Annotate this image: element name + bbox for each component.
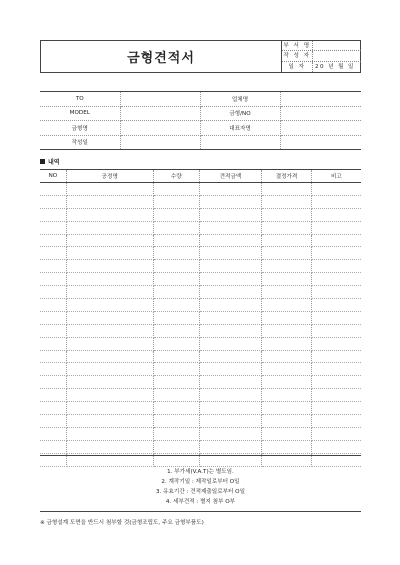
table-cell[interactable] <box>40 234 66 247</box>
table-cell[interactable] <box>40 208 66 221</box>
table-cell[interactable] <box>262 376 312 389</box>
table-cell[interactable] <box>40 221 66 234</box>
table-cell[interactable] <box>153 415 199 428</box>
table-row <box>40 337 361 350</box>
footer-note: ※ 금형설계 도면을 반드시 첨부할 것(금형조립도, 주요 금형부품도) <box>40 520 204 526</box>
note-item: 4. 세부견적 : 별지 첨부 O부 <box>165 499 236 505</box>
table-cell[interactable] <box>311 195 361 208</box>
table-cell[interactable] <box>153 324 199 337</box>
notes-box <box>40 455 361 512</box>
table-cell[interactable] <box>153 440 199 453</box>
info-empty-cell <box>280 135 361 150</box>
table-cell[interactable] <box>199 415 261 428</box>
table-cell[interactable] <box>199 324 261 337</box>
info-row <box>40 121 361 136</box>
mold-no-label: 금형/NO <box>200 106 280 121</box>
table-cell[interactable] <box>199 389 261 402</box>
table-cell[interactable] <box>199 183 261 196</box>
table-row <box>40 286 361 299</box>
table-cell[interactable] <box>66 350 153 363</box>
company-label: 업체명 <box>200 92 280 107</box>
square-bullet-icon <box>40 159 45 164</box>
document-title: 금형견적서 <box>127 51 195 66</box>
table-cell[interactable] <box>311 402 361 415</box>
table-cell[interactable] <box>66 427 153 440</box>
table-cell[interactable] <box>66 415 153 428</box>
table-cell[interactable] <box>262 299 312 312</box>
table-cell[interactable] <box>199 427 261 440</box>
table-cell[interactable] <box>66 286 153 299</box>
table-cell[interactable] <box>199 234 261 247</box>
approval-row-author <box>282 51 361 61</box>
table-cell[interactable] <box>66 247 153 260</box>
table-cell[interactable] <box>40 299 66 312</box>
info-table <box>40 91 361 150</box>
table-cell[interactable] <box>311 415 361 428</box>
table-cell[interactable] <box>153 337 199 350</box>
representative-label: 대표자명 <box>200 121 280 136</box>
table-row <box>40 324 361 337</box>
table-cell[interactable] <box>153 363 199 376</box>
info-row <box>40 106 361 121</box>
section-heading <box>40 157 60 166</box>
mold-no-field[interactable] <box>280 106 361 121</box>
table-cell[interactable] <box>40 324 66 337</box>
table-cell[interactable] <box>66 208 153 221</box>
column-header-final-price: 결정가격 <box>262 170 312 183</box>
table-cell[interactable] <box>40 273 66 286</box>
table-cell[interactable] <box>262 337 312 350</box>
table-cell[interactable] <box>66 337 153 350</box>
table-cell[interactable] <box>311 260 361 273</box>
table-cell[interactable] <box>199 337 261 350</box>
table-row <box>40 427 361 440</box>
approval-box <box>281 41 361 72</box>
table-cell[interactable] <box>262 286 312 299</box>
department-label: 부 서 명 <box>282 41 313 50</box>
table-cell[interactable] <box>199 260 261 273</box>
table-cell[interactable] <box>153 221 199 234</box>
column-header-estimate: 견적금액 <box>199 170 261 183</box>
mold-name-label: 금형명 <box>40 121 120 136</box>
table-cell[interactable] <box>311 247 361 260</box>
table-cell[interactable] <box>40 195 66 208</box>
mold-name-field[interactable] <box>120 121 200 136</box>
date-field[interactable]: 20 년 월 일 <box>315 63 355 70</box>
table-cell[interactable] <box>311 350 361 363</box>
table-cell[interactable] <box>262 440 312 453</box>
table-row <box>40 299 361 312</box>
items-header-row <box>40 170 361 183</box>
table-cell[interactable] <box>66 402 153 415</box>
info-empty-cell <box>200 135 280 150</box>
table-cell[interactable] <box>262 389 312 402</box>
table-cell[interactable] <box>311 273 361 286</box>
date-label: 일 자 <box>282 62 313 72</box>
table-cell[interactable] <box>262 311 312 324</box>
table-cell[interactable] <box>199 247 261 260</box>
author-field[interactable] <box>313 51 361 60</box>
table-row <box>40 376 361 389</box>
table-row <box>40 440 361 453</box>
to-field[interactable] <box>120 92 200 107</box>
table-cell[interactable] <box>311 286 361 299</box>
table-cell[interactable] <box>40 415 66 428</box>
section-label: 내역 <box>48 159 60 166</box>
table-row <box>40 363 361 376</box>
table-cell[interactable] <box>311 234 361 247</box>
table-row <box>40 221 361 234</box>
table-cell[interactable] <box>311 363 361 376</box>
table-cell[interactable] <box>262 402 312 415</box>
to-label: TO <box>40 92 120 107</box>
note-item: 1. 부가세(V.A.T)는 별도임. <box>167 469 234 475</box>
notes-list <box>40 467 361 507</box>
table-row <box>40 208 361 221</box>
table-cell[interactable] <box>262 363 312 376</box>
table-cell[interactable] <box>262 350 312 363</box>
table-row <box>40 195 361 208</box>
table-cell[interactable] <box>153 247 199 260</box>
table-cell[interactable] <box>262 273 312 286</box>
table-cell[interactable] <box>262 427 312 440</box>
column-header-no: NO <box>40 170 66 183</box>
note-item: 3. 유효기간 : 견적제출일로부터 O일 <box>156 489 245 495</box>
table-cell[interactable] <box>311 311 361 324</box>
table-cell[interactable] <box>40 247 66 260</box>
table-cell[interactable] <box>66 260 153 273</box>
table-cell[interactable] <box>153 273 199 286</box>
table-cell[interactable] <box>40 440 66 453</box>
table-cell[interactable] <box>153 402 199 415</box>
table-cell[interactable] <box>66 311 153 324</box>
table-cell[interactable] <box>262 247 312 260</box>
table-cell[interactable] <box>66 299 153 312</box>
table-cell[interactable] <box>66 389 153 402</box>
company-field[interactable] <box>280 92 361 107</box>
table-row <box>40 311 361 324</box>
table-row <box>40 402 361 415</box>
table-cell[interactable] <box>153 234 199 247</box>
table-cell[interactable] <box>199 221 261 234</box>
table-cell[interactable] <box>199 376 261 389</box>
table-cell[interactable] <box>199 311 261 324</box>
column-header-process: 공정명 <box>66 170 153 183</box>
table-cell[interactable] <box>40 337 66 350</box>
table-cell[interactable] <box>153 299 199 312</box>
approval-row-department <box>282 41 361 51</box>
table-cell[interactable] <box>153 260 199 273</box>
table-cell[interactable] <box>199 363 261 376</box>
table-cell[interactable] <box>66 183 153 196</box>
created-date-label: 작성일 <box>40 135 120 150</box>
table-cell[interactable] <box>311 337 361 350</box>
table-cell[interactable] <box>262 183 312 196</box>
table-cell[interactable] <box>311 183 361 196</box>
table-cell[interactable] <box>66 221 153 234</box>
table-cell[interactable] <box>153 208 199 221</box>
table-cell[interactable] <box>40 363 66 376</box>
table-row <box>40 183 361 196</box>
table-cell[interactable] <box>153 183 199 196</box>
table-cell[interactable] <box>40 350 66 363</box>
table-cell[interactable] <box>66 195 153 208</box>
table-cell[interactable] <box>66 376 153 389</box>
table-cell[interactable] <box>311 299 361 312</box>
table-row <box>40 247 361 260</box>
representative-field[interactable] <box>280 121 361 136</box>
table-cell[interactable] <box>66 363 153 376</box>
table-cell[interactable] <box>199 350 261 363</box>
table-cell[interactable] <box>262 415 312 428</box>
model-label: MODEL <box>40 106 120 121</box>
table-row <box>40 273 361 286</box>
created-date-field[interactable] <box>120 135 200 150</box>
table-cell[interactable] <box>153 389 199 402</box>
table-cell[interactable] <box>153 286 199 299</box>
table-cell[interactable] <box>199 208 261 221</box>
table-row <box>40 350 361 363</box>
table-cell[interactable] <box>311 440 361 453</box>
table-cell[interactable] <box>262 195 312 208</box>
document-header <box>40 40 361 73</box>
table-row <box>40 415 361 428</box>
table-cell[interactable] <box>153 311 199 324</box>
table-cell[interactable] <box>40 402 66 415</box>
items-body <box>40 183 361 467</box>
table-cell[interactable] <box>66 234 153 247</box>
table-cell[interactable] <box>40 286 66 299</box>
table-row <box>40 260 361 273</box>
table-cell[interactable] <box>262 208 312 221</box>
table-cell[interactable] <box>40 183 66 196</box>
column-header-remarks: 비고 <box>311 170 361 183</box>
table-cell[interactable] <box>153 427 199 440</box>
table-row <box>40 389 361 402</box>
table-cell[interactable] <box>311 324 361 337</box>
table-cell[interactable] <box>199 273 261 286</box>
model-field[interactable] <box>120 106 200 121</box>
department-field[interactable] <box>313 41 361 50</box>
column-header-quantity: 수량 <box>153 170 199 183</box>
table-cell[interactable] <box>199 440 261 453</box>
table-cell[interactable] <box>40 389 66 402</box>
table-cell[interactable] <box>262 221 312 234</box>
table-cell[interactable] <box>40 260 66 273</box>
info-row <box>40 92 361 107</box>
table-cell[interactable] <box>311 427 361 440</box>
table-cell[interactable] <box>153 195 199 208</box>
table-cell[interactable] <box>153 350 199 363</box>
table-cell[interactable] <box>199 195 261 208</box>
info-row <box>40 135 361 150</box>
table-cell[interactable] <box>40 311 66 324</box>
table-cell[interactable] <box>199 286 261 299</box>
table-cell[interactable] <box>40 376 66 389</box>
table-cell[interactable] <box>311 221 361 234</box>
table-cell[interactable] <box>311 208 361 221</box>
table-cell[interactable] <box>40 427 66 440</box>
table-cell[interactable] <box>262 234 312 247</box>
table-cell[interactable] <box>199 299 261 312</box>
note-item: 2. 계작기일 : 제작일로부터 O일 <box>161 479 240 485</box>
items-table <box>40 169 361 467</box>
approval-row-date <box>282 62 361 72</box>
table-cell[interactable] <box>66 273 153 286</box>
table-cell[interactable] <box>153 376 199 389</box>
table-row <box>40 234 361 247</box>
table-cell[interactable] <box>311 376 361 389</box>
author-label: 작 성 자 <box>282 51 313 60</box>
table-cell[interactable] <box>311 389 361 402</box>
table-cell[interactable] <box>66 324 153 337</box>
table-cell[interactable] <box>262 260 312 273</box>
table-cell[interactable] <box>66 440 153 453</box>
table-cell[interactable] <box>262 324 312 337</box>
table-cell[interactable] <box>199 402 261 415</box>
